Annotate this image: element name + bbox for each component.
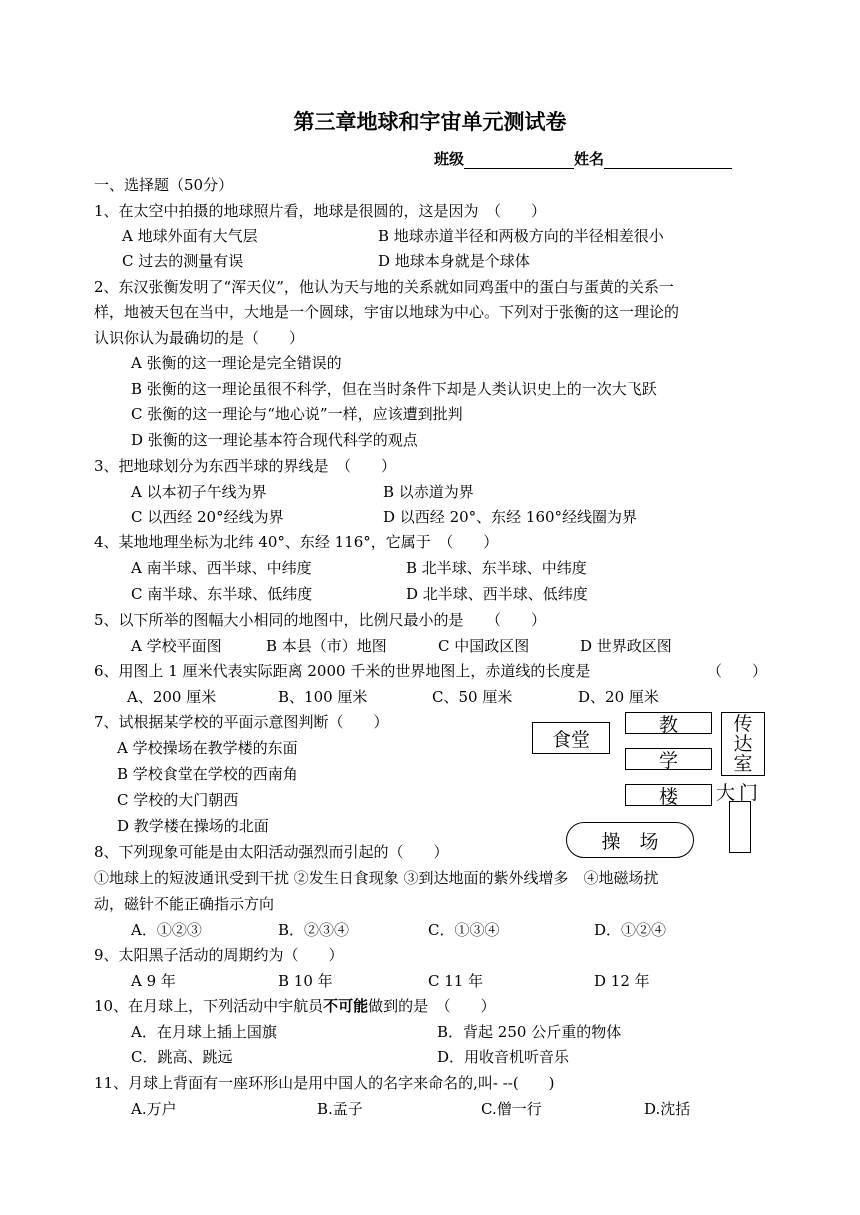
q7-option-a: A 学校操场在教学楼的东面 xyxy=(117,739,298,757)
teaching-building-box-1: 教 xyxy=(625,712,712,734)
q9-option-c: C 11 年 xyxy=(428,972,484,990)
question-8-line-2: 动，磁针不能正确指示方向 xyxy=(94,895,275,913)
q6-option-c: C、50 厘米 xyxy=(432,688,513,706)
q1-option-d: D 地球本身就是个球体 xyxy=(378,252,530,270)
q4-option-a: A 南半球、西半球、中纬度 xyxy=(131,559,312,577)
question-6-paren: （ ） xyxy=(707,662,768,680)
q11-option-d: D.沈括 xyxy=(644,1100,691,1118)
class-blank xyxy=(464,150,574,169)
gate-label: 大门 xyxy=(716,782,763,804)
class-name-line xyxy=(434,148,732,169)
q1-option-c: C 过去的测量有误 xyxy=(122,252,244,270)
question-9-stem: 9、太阳黑子活动的周期约为（ ） xyxy=(94,946,344,964)
q10-stem-bold: 不可能 xyxy=(323,997,369,1015)
q5-option-a: A 学校平面图 xyxy=(131,637,222,655)
name-blank xyxy=(604,150,732,169)
q2-option-d: D 张衡的这一理论基本符合现代科学的观点 xyxy=(131,431,418,449)
q10-option-c: C．跳高、跳远 xyxy=(131,1048,233,1066)
canteen-box: 食堂 xyxy=(532,722,610,754)
q5-option-d: D 世界政区图 xyxy=(580,637,672,655)
q2-option-a: A 张衡的这一理论是完全错误的 xyxy=(131,354,342,372)
q3-option-a: A 以本初子午线为界 xyxy=(131,483,267,501)
question-5-stem: 5、以下所举的图幅大小相同的地图中，比例尺最小的是 （ ） xyxy=(94,611,547,629)
guard-room-char-3: 室 xyxy=(733,753,753,775)
q7-option-c: C 学校的大门朝西 xyxy=(117,791,239,809)
section-heading: 一、选择题（50分） xyxy=(94,176,234,194)
q10-stem-post: 做到的是 （ ） xyxy=(368,997,496,1015)
q2-option-c: C 张衡的这一理论与“地心说”一样，应该遭到批判 xyxy=(131,405,463,423)
guard-room-char-1: 传 xyxy=(733,713,753,735)
q6-option-d: D、20 厘米 xyxy=(578,688,659,706)
question-3-stem: 3、把地球划分为东西半球的界线是 （ ） xyxy=(94,457,397,475)
name-label: 姓名 xyxy=(574,150,605,168)
teaching-building-box-3: 楼 xyxy=(625,784,712,806)
question-2-line-2: 样，地被天包在当中，大地是一个圆球，宇宙以地球为中心。下列对于张衡的这一理论的 xyxy=(94,303,680,321)
question-8-line-1: ①地球上的短波通讯受到干扰 ②发生日食现象 ③到达地面的紫外线增多 ④地磁场扰 xyxy=(94,869,659,887)
q11-option-b: B.孟子 xyxy=(317,1100,363,1118)
question-8-stem: 8、下列现象可能是由太阳活动强烈而引起的（ ） xyxy=(94,843,449,861)
question-4-stem: 4、某地地理坐标为北纬 40°、东经 116°，它属于 （ ） xyxy=(94,533,499,551)
q2-option-b: B 张衡的这一理论虽很不科学，但在当时条件下却是人类认识史上的一次大飞跃 xyxy=(131,380,657,398)
q9-option-a: A 9 年 xyxy=(131,972,176,990)
q8-option-d: D．①②④ xyxy=(594,921,667,939)
q10-stem-pre: 10、在月球上，下列活动中宇航员 xyxy=(94,997,324,1015)
q3-option-b: B 以赤道为界 xyxy=(383,483,474,501)
q3-option-d: D 以西经 20°、东经 160°经线圈为界 xyxy=(383,508,638,526)
question-2-line-1: 2、东汉张衡发明了“浑天仪”，他认为天与地的关系就如同鸡蛋中的蛋白与蛋黄的关系一 xyxy=(94,278,674,296)
q5-option-c: C 中国政区图 xyxy=(438,637,530,655)
page-title: 第三章地球和宇宙单元测试卷 xyxy=(293,110,567,134)
q3-option-c: C 以西经 20°经线为界 xyxy=(131,508,284,526)
question-7-stem: 7、试根据某学校的平面示意图判断（ ） xyxy=(94,713,389,731)
class-label: 班级 xyxy=(434,150,465,168)
q8-option-b: B．②③④ xyxy=(278,921,350,939)
q10-option-d: D．用收音机听音乐 xyxy=(437,1048,570,1066)
question-11-stem: 11、月球上背面有一座环形山是用中国人的名字来命名的,叫- --( ) xyxy=(94,1074,555,1092)
gate-box xyxy=(729,801,751,853)
q1-option-b: B 地球赤道半径和两极方向的半径相差很小 xyxy=(378,227,664,245)
guard-room-box xyxy=(721,712,765,776)
q4-option-b: B 北半球、东半球、中纬度 xyxy=(406,559,587,577)
guard-room-char-2: 达 xyxy=(733,733,753,755)
q10-option-b: B．背起 250 公斤重的物体 xyxy=(437,1023,622,1041)
q6-option-b: B、100 厘米 xyxy=(278,688,368,706)
playground-box: 操 场 xyxy=(566,822,694,858)
q4-option-c: C 南半球、东半球、低纬度 xyxy=(131,585,313,603)
q1-option-a: A 地球外面有大气层 xyxy=(122,227,258,245)
question-2-line-3: 认识你认为最确切的是（ ） xyxy=(94,329,305,347)
q11-option-a: A.万户 xyxy=(131,1100,177,1118)
q7-option-d: D 教学楼在操场的北面 xyxy=(117,817,269,835)
q9-option-d: D 12 年 xyxy=(594,972,650,990)
question-10-stem xyxy=(94,996,496,1016)
q10-option-a: A．在月球上插上国旗 xyxy=(131,1023,277,1041)
q5-option-b: B 本县（市）地图 xyxy=(266,637,387,655)
q11-option-c: C.僧一行 xyxy=(481,1100,542,1118)
q4-option-d: D 北半球、西半球、低纬度 xyxy=(406,585,588,603)
q7-option-b: B 学校食堂在学校的西南角 xyxy=(117,765,298,783)
q9-option-b: B 10 年 xyxy=(278,972,333,990)
q6-option-a: A、200 厘米 xyxy=(127,688,217,706)
question-1-stem: 1、在太空中拍摄的地球照片看，地球是很圆的，这是因为 （ ） xyxy=(94,202,547,220)
teaching-building-box-2: 学 xyxy=(625,748,712,770)
question-6-stem: 6、用图上 1 厘米代表实际距离 2000 千米的世界地图上，赤道线的长度是 xyxy=(94,662,591,680)
q8-option-c: C．①③④ xyxy=(428,921,500,939)
q8-option-a: A．①②③ xyxy=(131,921,202,939)
